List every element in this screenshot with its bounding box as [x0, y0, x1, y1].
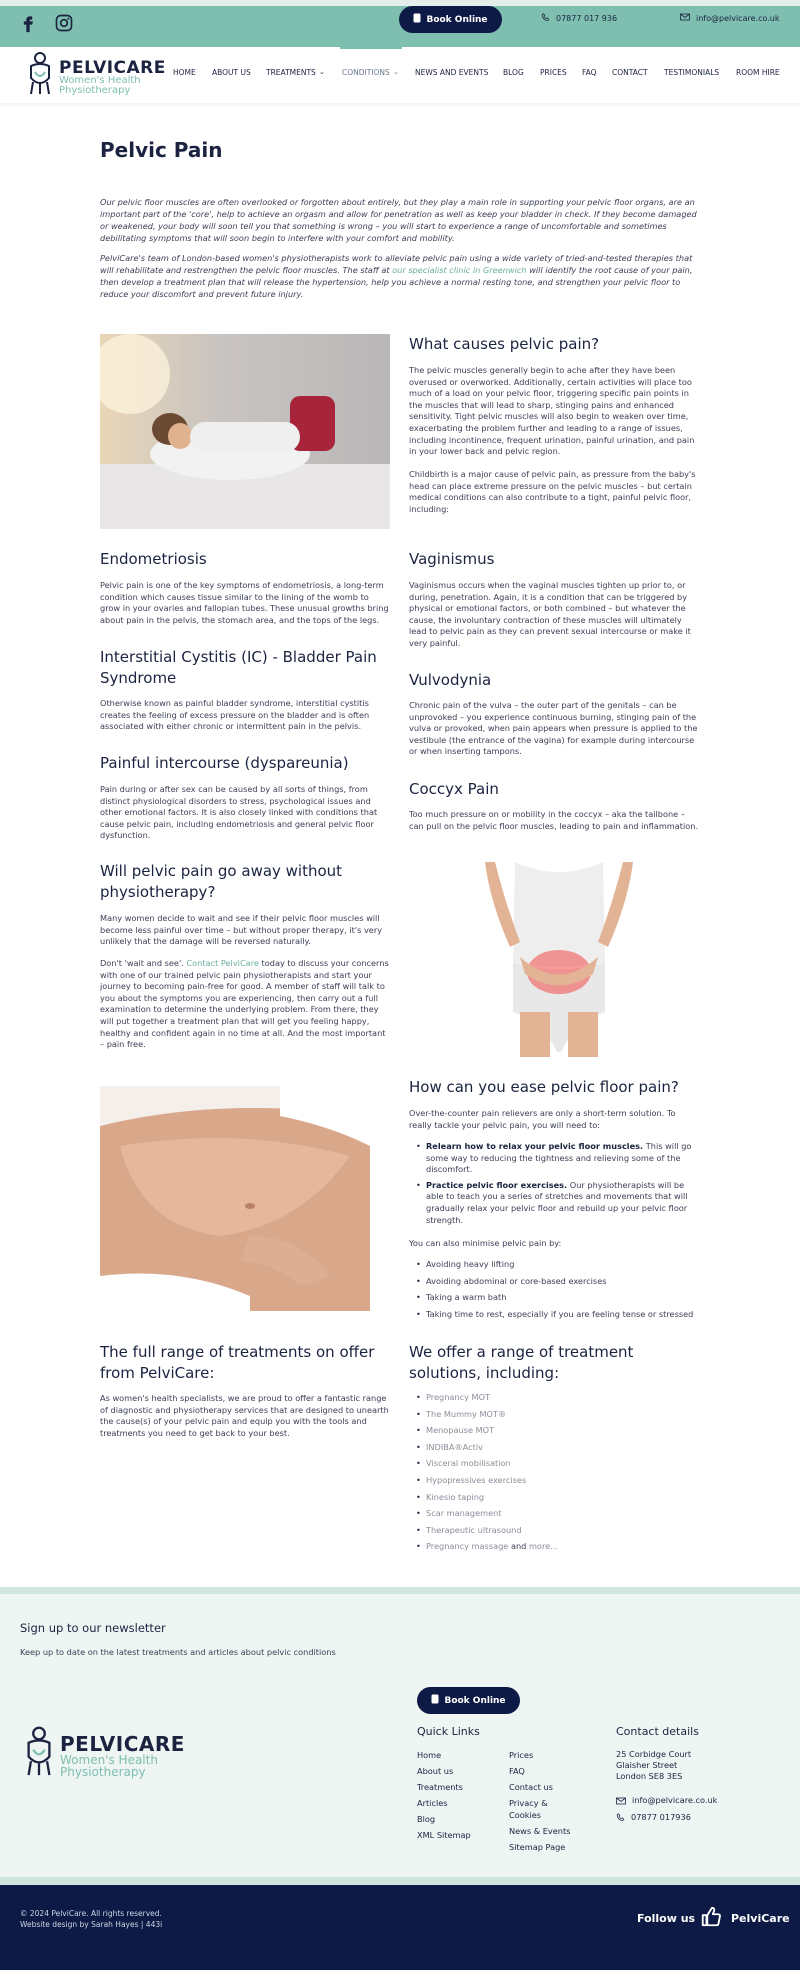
top-email-address: info@pelvicare.co.uk [696, 13, 780, 23]
footer-link-faq[interactable]: FAQ [509, 1766, 525, 1776]
list-item: • Taking a warm bath [414, 1292, 699, 1304]
quick-links-heading: Quick Links [417, 1725, 480, 1738]
chevron-down-icon: ⌄ [319, 68, 325, 76]
footer-phone[interactable] [616, 1807, 691, 1826]
nav-contact[interactable]: CONTACT [612, 68, 648, 77]
tip-text: This will go some way to reducing the tightness and relieving some of the discomfort. [426, 1141, 692, 1175]
tip-text: Our physiotherapists will be able to teach you a series of stretches and movements that will gradually relax your pelvic floor and rebuild up your pelvic floor strength. [426, 1179, 688, 1225]
follow-us-label: Follow us [637, 1912, 696, 1925]
footer-link-contact[interactable]: Contact us [509, 1782, 553, 1792]
top-phone-number: 07877 017 936 [556, 14, 618, 23]
range-text: As women's health specialists, we are proud to offer a fantastic range of diagnostic and physiotherapy services that are designed to unearth the cause(s) of your pelvic pain and equip you with the tools and treatments you need to get back to your best. [100, 1393, 389, 1438]
design-credit[interactable]: Website design by Sarah Hayes | 443i [20, 1920, 163, 1929]
footer-divider-band [0, 1877, 800, 1885]
treatment-link[interactable]: • Hypopressives exercises [414, 1475, 699, 1487]
footer-link-sitemap-page[interactable]: Sitemap Page [509, 1842, 566, 1852]
list-item: • Taking time to rest, especially if you are feeling tense or stressed [414, 1309, 699, 1321]
coccyx-pain-heading: Coccyx Pain [409, 780, 499, 798]
vaginismus-text: Vaginismus occurs when the vaginal muscles tighten up prior to, or during, penetration. Again, it is a condition that can be triggered by physical or emotional factors, or both combined – but whatever the cause, the involuntary contraction of these muscles will ultimately lead to pelvic pain as they can prevent sexual intercourse or make it very painful. [409, 580, 691, 648]
logo-name: PELVICARE [59, 58, 166, 78]
causes-paragraph-2: Childbirth is a major cause of pelvic pain, as pressure from the baby's head can place extreme pressure on the pelvic muscles – but certain medical conditions can also contribute to a tight, painful pelvic floor, including: [409, 469, 696, 514]
list-text: and [508, 1541, 529, 1552]
list-item [414, 1141, 699, 1176]
logo-tagline-2: Physiotherapy [60, 1765, 146, 1779]
footer-link-privacy[interactable]: Privacy & Cookies [509, 1798, 548, 1820]
footer-book-online-button[interactable] [417, 1687, 520, 1714]
treatment-link[interactable]: Pregnancy massage [426, 1541, 509, 1552]
go-away-paragraph-1: Many women decide to wait and see if their pelvic floor muscles will become less painful over time – but without proper therapy, it's very unlikely that the damage will be reversed naturally. [100, 913, 383, 947]
phone-icon [616, 1807, 625, 1826]
endometriosis-heading: Endometriosis [100, 550, 207, 568]
phone-icon [541, 13, 550, 24]
coccyx-pain-text: Too much pressure on or mobility in the coccyx – aka the tailbone – can pull on the pelvic floor muscles, leading to pain and inflammation. [409, 809, 699, 831]
offer-heading: We offer a range of treatment solutions, including: [409, 1343, 634, 1382]
footer-phone-number: 07877 017936 [631, 1811, 691, 1822]
list-item [414, 1541, 699, 1553]
footer-link-home[interactable]: Home [417, 1750, 442, 1760]
minimise-text: You can also minimise pelvic pain by: [409, 1238, 562, 1248]
nav-treatments[interactable]: TREATMENTS [266, 68, 316, 77]
intro-paragraph-2 [100, 252, 700, 300]
woman-lying-in-pain-image [100, 334, 390, 529]
go-away-text: today to discuss your concerns with one of our trained pelvic pain physiotherapists and start your journey to becoming pain-free for good. A member of staff will talk to you about the symptoms you are experiencing, then carry out a full examination to determine the underlying problem. From there, they will put together a treatment plan that will get you feeling happy, healthy and confident again in no time at all. And the most important – pain free. [100, 958, 389, 1050]
logo-emblem-icon [24, 1726, 54, 1778]
footer-link-xml-sitemap[interactable]: XML Sitemap [417, 1830, 471, 1840]
follow-brand-label[interactable]: PelviCare [731, 1912, 790, 1925]
treatment-link[interactable]: • The Mummy MOT® [414, 1409, 699, 1421]
range-heading: The full range of treatments on offer from PelviCare: [100, 1343, 375, 1382]
footer-link-prices[interactable]: Prices [509, 1750, 534, 1760]
newsletter-band [0, 1587, 800, 1594]
thumbs-up-icon[interactable] [700, 1906, 722, 1932]
more-treatments-link[interactable]: more... [528, 1541, 558, 1552]
vaginismus-heading: Vaginismus [409, 550, 495, 568]
nav-about-us[interactable]: ABOUT US [212, 68, 251, 77]
treatment-link[interactable]: • Pregnancy MOT [414, 1392, 699, 1404]
go-away-paragraph-2 [100, 958, 390, 1051]
treatment-link[interactable]: • Visceral mobilisation [414, 1458, 699, 1470]
ease-tips-list [414, 1141, 699, 1226]
list-item: • Avoiding heavy lifting [414, 1259, 699, 1271]
logo-tagline-2: Physiotherapy [59, 85, 131, 96]
nav-testimonials[interactable]: TESTIMONIALS [664, 68, 720, 77]
treatment-link[interactable]: • Scar management [414, 1508, 699, 1520]
minimise-list [414, 1259, 699, 1320]
page-title: Pelvic Pain [100, 138, 223, 162]
top-phone[interactable] [541, 13, 617, 24]
address-line-2: Glaisher Street [616, 1760, 678, 1770]
phone-icon [413, 13, 421, 26]
list-item: • Avoiding abdominal or core-based exercises [414, 1276, 699, 1288]
top-email[interactable] [680, 13, 779, 23]
quick-links-col-1 [417, 1749, 497, 1841]
book-online-label: Book Online [444, 1695, 506, 1706]
nav-active-indicator [340, 47, 402, 49]
hands-on-abdomen-image [100, 1086, 370, 1311]
go-away-heading: Will pelvic pain go away without physiotherapy? [100, 862, 343, 901]
book-online-button[interactable] [399, 6, 502, 33]
go-away-text: Don't 'wait and see'. [100, 958, 187, 968]
causes-heading: What causes pelvic pain? [409, 335, 600, 353]
list-item [414, 1180, 699, 1226]
footer-link-about[interactable]: About us [417, 1766, 454, 1776]
clinic-link[interactable]: our specialist clinic in Greenwich [392, 265, 527, 275]
footer-link-blog[interactable]: Blog [417, 1814, 436, 1824]
treatments-list [414, 1392, 699, 1553]
causes-paragraph-1: The pelvic muscles generally begin to ache after they have been overused or overworked. Additionally, certain activities will place too much of a load on your pelvic floor, triggering specific pain points in the muscles that will lead to sharp, stinging pains and enhanced sensitivity. Tight pelvic muscles will also begin to weaken over time, exacerbating the problem further and leading to a range of issues, including incontinence, frequent urination, painful urination, and pain in your lower back and pelvic region. [409, 365, 695, 457]
contact-pelvicare-link[interactable]: Contact PelviCare [186, 958, 259, 968]
footer-link-articles[interactable]: Articles [417, 1798, 448, 1808]
treatment-link[interactable]: • INDIBA®Activ [414, 1442, 699, 1454]
footer-link-news-events[interactable]: News & Events [509, 1826, 571, 1836]
endometriosis-text: Pelvic pain is one of the key symptoms of endometriosis, a long-term condition which causes tissue similar to the lining of the womb to grow in your ovaries and fallopian tubes. These unusual growths bring about pain in the pelvis, the stomach area, and the tops of the legs. [100, 580, 389, 625]
interstitial-cystitis-heading: Interstitial Cystitis (IC) - Bladder Pain Syndrome [100, 648, 377, 687]
facebook-icon[interactable] [18, 13, 38, 37]
logo-tagline-1: Women's Health [59, 75, 141, 86]
dyspareunia-heading: Painful intercourse (dyspareunia) [100, 754, 349, 772]
footer-email-address: info@pelvicare.co.uk [632, 1794, 718, 1805]
quick-links-col-2 [509, 1749, 579, 1853]
nav-conditions[interactable]: CONDITIONS [342, 68, 390, 77]
nav-blog[interactable]: BLOG [503, 68, 524, 77]
vulvodynia-heading: Vulvodynia [409, 671, 492, 689]
treatment-link[interactable]: • Therapeutic ultrasound [414, 1525, 699, 1537]
chevron-down-icon: ⌄ [393, 68, 399, 76]
tip-bold: Relearn how to relax your pelvic floor muscles. [426, 1141, 644, 1151]
newsletter-heading: Sign up to our newsletter [20, 1621, 166, 1635]
address-line-3: London SE8 3ES [616, 1771, 683, 1781]
contact-details-heading: Contact details [616, 1725, 699, 1738]
ease-intro: Over-the-counter pain relievers are only a short-term solution. To really tackle your pelvic pain, you will need to: [409, 1108, 676, 1130]
vulvodynia-text: Chronic pain of the vulva – the outer part of the genitals – can be unprovoked – you experience continuous burning, stinging pain of the vulva or provoked, when pain appears when pressure is applied to the vestibule (the entrance of the vagina) for example during intercourse or when inserting tampons. [409, 700, 698, 757]
phone-icon [431, 1694, 439, 1707]
book-online-label: Book Online [426, 14, 488, 25]
dyspareunia-text: Pain during or after sex can be caused by all sorts of things, from distinct physiological disorders to stress, psychological issues and other emotional factors. It is also closely linked with conditions that cause pelvic pain, including endometriosis and general pelvic floor dysfunction. [100, 784, 378, 841]
nav-prices[interactable]: PRICES [540, 68, 567, 77]
intro-text: will identify the root cause of your pain, then develop a treatment plan that will release the hypertension, help you achieve a normal resting tone, and strengthen your pelvic floor to reduce your discomfort and prevent future injury. [100, 265, 693, 299]
treatment-link[interactable]: • Kinesio taping [414, 1492, 699, 1504]
footer-logo[interactable] [24, 1726, 185, 1779]
mail-icon [680, 13, 690, 23]
logo-tagline-1: Women's Health [60, 1753, 158, 1767]
nav-home[interactable]: HOME [173, 68, 196, 77]
copyright-text: © 2024 PelviCare. All rights reserved. [20, 1909, 162, 1918]
newsletter-text: Keep up to date on the latest treatments and articles about pelvic conditions [20, 1647, 336, 1657]
logo-emblem-icon [27, 52, 53, 96]
intro-text: PelviCare's team of London-based women's physiotherapists work to alleviate pelvic pain using a wide variety of tried-and-tested therapies that will rehabilitate and restrengthen the pelvic floor muscles. The staff at [100, 253, 693, 275]
site-logo[interactable] [27, 52, 166, 96]
interstitial-cystitis-text: Otherwise known as painful bladder syndrome, interstitial cystitis creates the feeling of excess pressure on the bladder and is often associated with either chronic or intermittent pain in the pelvis. [100, 698, 370, 732]
instagram-icon[interactable] [54, 13, 74, 37]
intro-paragraph-1: Our pelvic floor muscles are often overlooked or forgotten about entirely, but they play a main role in supporting your pelvic floor organs, are an important part of the 'core', help to achieve an orgasm and allow for penetration as well as keep your bladder in check. If they become damaged or weakened, your body will soon tell you that something is wrong – you will start to experience a range of uncomfortable and sometimes debilitating symptoms that will soon begin to interfere with your comfort and mobility. [100, 197, 697, 243]
nav-news-and-events[interactable]: NEWS AND EVENTS [415, 68, 489, 77]
tip-bold: Practice pelvic floor exercises. [426, 1179, 568, 1190]
treatment-link[interactable]: • Menopause MOT [414, 1425, 699, 1437]
ease-heading: How can you ease pelvic floor pain? [409, 1078, 679, 1096]
nav-faq[interactable]: FAQ [582, 68, 597, 77]
logo-name: PELVICARE [60, 1732, 185, 1756]
nav-room-hire[interactable]: ROOM HIRE [736, 68, 780, 77]
woman-holding-pelvis-image [465, 862, 653, 1057]
address-line-1: 25 Corbidge Court [616, 1749, 692, 1759]
footer-link-treatments[interactable]: Treatments [417, 1782, 463, 1792]
